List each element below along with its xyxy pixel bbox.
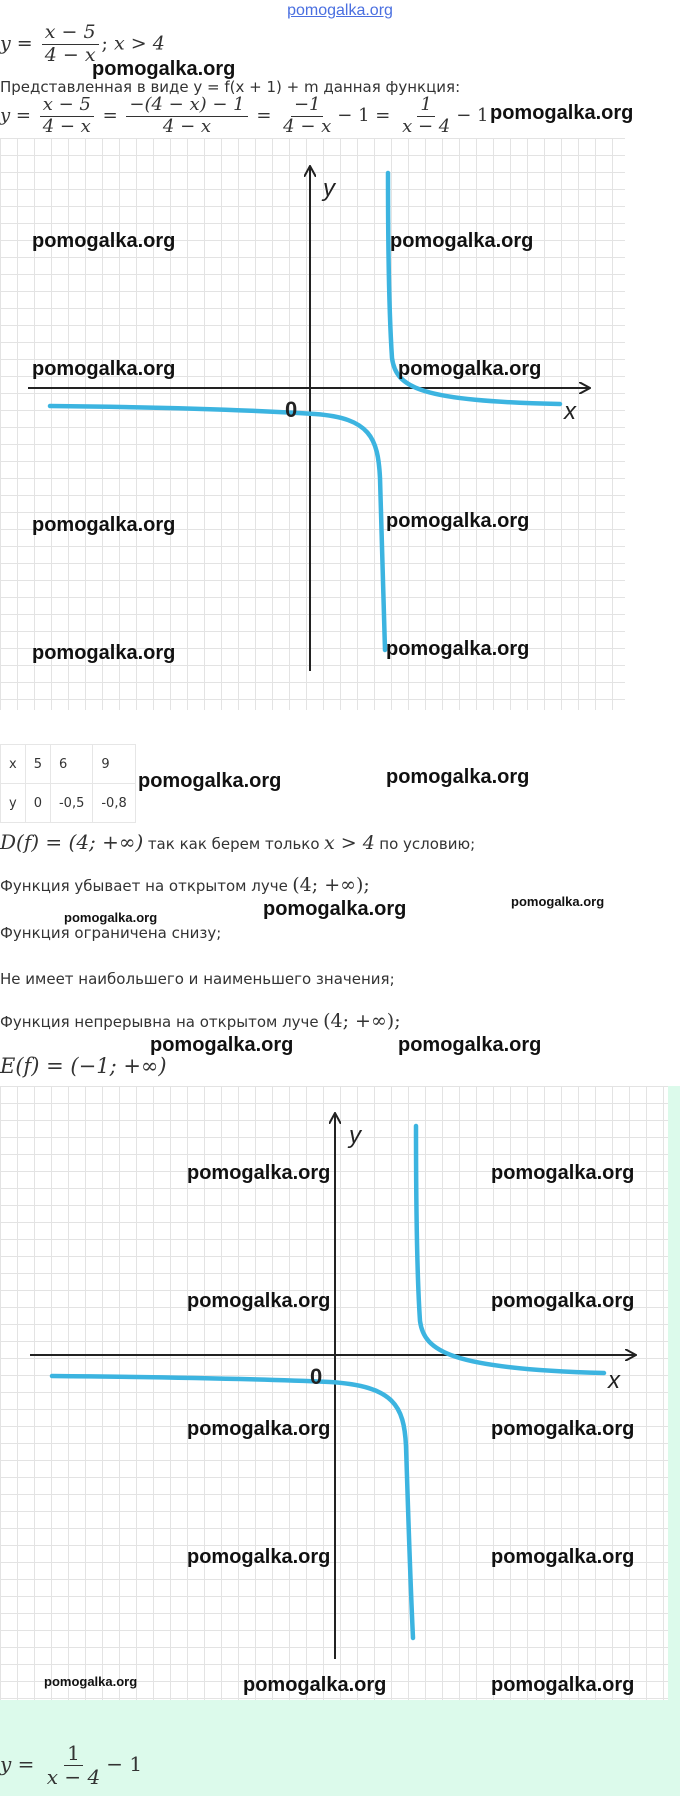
watermark: pomogalka.org [150,1034,294,1056]
final-fraction [44,1742,103,1789]
curve-lower-branch [52,1376,413,1638]
watermark: pomogalka.org [32,230,176,252]
given-lhs: y [0,32,11,55]
watermark: pomogalka.org [32,514,176,536]
watermark: pomogalka.org [263,898,407,920]
transform-lhs: y [0,105,11,127]
range-math: E(f) = (−1; +∞) [0,1054,167,1078]
decreasing-text: Функция убывает на открытом луче [0,877,288,895]
final-num: 1 [64,1742,83,1766]
table-cell: 9 [93,745,135,784]
watermark: pomogalka.org [491,1162,635,1184]
table-row [1,745,136,784]
x-axis-label: x [564,398,576,425]
domain-math: D(f) = (4; +∞) [0,830,144,854]
graph-1-svg [0,138,625,710]
watermark: pomogalka.org [44,1674,138,1689]
continuous-line [0,1010,401,1032]
table-row [1,784,136,823]
watermark: pomogalka.org [511,894,605,909]
domain-condition: x > 4 [324,832,375,854]
transform-frac-4 [399,95,453,137]
t-tail: − 1 [456,105,489,127]
transform-frac-2 [126,95,247,137]
table-cell: y [1,784,26,823]
watermark: pomogalka.org [398,358,542,380]
table-cell: 6 [50,745,92,784]
table-cell: 5 [25,745,50,784]
watermark: pomogalka.org [187,1546,331,1568]
final-den: x − 4 [46,1765,101,1789]
watermark: pomogalka.org [398,1034,542,1056]
value-table-grid [0,744,136,823]
given-den: 4 − x [44,43,96,66]
graph-1 [0,138,625,710]
extrema-text: Не имеет наибольшего и наименьшего значения; [0,970,395,988]
watermark: pomogalka.org [92,58,236,80]
watermark: pomogalka.org [491,1674,635,1696]
y-axis-label: y [349,1122,361,1149]
final-formula-panel [0,1700,680,1796]
watermark: pomogalka.org [386,638,530,660]
watermark: pomogalka.org [390,230,534,252]
watermark: pomogalka.org [187,1162,331,1184]
domain-text: так как берем только [147,835,320,853]
table-cell: -0,8 [93,784,135,823]
value-table [0,744,136,823]
graph-2-side-strip [668,1086,680,1700]
table-cell: 0 [25,784,50,823]
continuous-interval: (4; +∞); [323,1010,401,1032]
continuous-text: Функция непрерывна на открытом луче [0,1013,319,1031]
x-axis-label: x [608,1367,620,1394]
given-condition: x > 4 [114,32,165,55]
watermark: pomogalka.org [386,510,530,532]
decreasing-interval: (4; +∞); [292,874,370,896]
decreasing-line [0,874,370,896]
t-f2-den: 4 − x [162,115,212,137]
watermark: pomogalka.org [243,1674,387,1696]
t-minus1: − 1 [337,105,370,127]
given-fraction [42,22,99,67]
origin-label: 0 [285,397,298,422]
t-f1-num: x − 5 [40,95,94,117]
final-formula [0,1742,142,1789]
domain-line [0,830,475,854]
t-f4-num: 1 [417,95,434,117]
site-header-link[interactable]: pomogalka.org [287,2,393,19]
t-f1-den: 4 − x [42,115,91,137]
transform-formula: y = $\frac{x - 5}{4 - x}$ = $\frac{-(4 - x) - 1}{4 - x}$ = $\frac{-1}{4 - x}$ − 1 = $\frac{1}{x - 4}$ − 1 [0,94,489,137]
watermark: pomogalka.org [491,1418,635,1440]
final-tail: − 1 [106,1752,143,1776]
t-f4-den: x − 4 [402,115,451,137]
given-formula: y = $\frac{x - 5}{4 - x}$ ; x > 4 [0,21,165,66]
watermark: pomogalka.org [138,770,282,792]
y-axis-label: y [323,175,335,202]
watermark: pomogalka.org [386,766,530,788]
given-num: x − 5 [42,22,99,45]
representation-text: Представленная в виде y = f(x + 1) + m данная функция: [0,78,461,96]
table-cell: x [1,745,26,784]
watermark: pomogalka.org [32,358,176,380]
domain-tail: по условию; [379,835,476,853]
watermark: pomogalka.org [490,102,634,124]
site-header[interactable] [0,2,680,20]
watermark: pomogalka.org [187,1290,331,1312]
t-f3-den: 4 − x [283,115,332,137]
t-f2-num: −(4 − x) − 1 [126,95,247,117]
watermark: pomogalka.org [491,1546,635,1568]
watermark: pomogalka.org [187,1418,331,1440]
transform-frac-3 [280,95,334,137]
origin-label: 0 [310,1364,323,1389]
t-f3-num: −1 [291,95,324,117]
watermark: pomogalka.org [32,642,176,664]
transform-frac-1 [40,95,94,137]
bounded-text: Функция ограничена снизу; [0,924,222,942]
table-cell: -0,5 [50,784,92,823]
watermark: pomogalka.org [491,1290,635,1312]
watermark: pomogalka.org [64,910,158,925]
final-lhs: y = [0,1752,35,1776]
